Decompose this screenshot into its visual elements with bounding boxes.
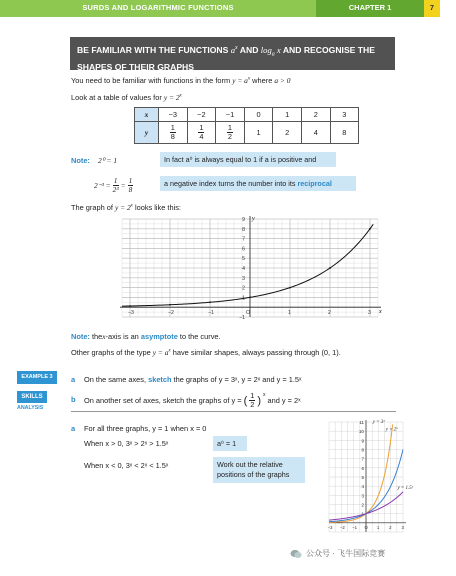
table-cell: 1 (244, 122, 273, 144)
frac-num: 1 (170, 123, 175, 132)
frac-num: 1 (199, 123, 204, 132)
x-axis-label: x (379, 309, 382, 316)
frac-den: 4 (199, 132, 204, 141)
table-row-x (135, 108, 359, 122)
y-tick-label: 4 (361, 484, 364, 490)
solution-line-3: When x < 0, 3ˣ < 2ˣ < 1.5ˣ (84, 461, 169, 470)
text: You need to be familiar with functions in the form (71, 76, 231, 85)
table-cell (216, 122, 245, 144)
x-tick-label: −3 (128, 310, 134, 317)
series-label: y = 2ˣ (385, 427, 398, 433)
y-tick-label: 9 (242, 217, 245, 223)
frac-num: 1 (113, 176, 118, 185)
heading-part: BE FAMILIAR WITH THE FUNCTIONS (77, 44, 229, 55)
data-point (209, 301, 211, 303)
y-tick-label: 4 (242, 266, 245, 272)
skills-tag: SKILLS (17, 391, 47, 403)
x-tick-label: 1 (288, 310, 291, 317)
asymptote-note (71, 332, 221, 341)
solution-line-1: For all three graphs, y = 1 when x = 0 (84, 424, 207, 433)
text: On another set of axes, sketch the graphs of y = (84, 396, 242, 405)
formula: y = 2 (114, 203, 131, 212)
table-head-y: y (135, 122, 159, 144)
formula: x (102, 332, 106, 341)
data-point (249, 297, 251, 299)
table-cell (187, 122, 216, 144)
solution-box-2: Work out the relative positions of the graphs (213, 457, 305, 483)
skills-subtag: ANALYSIS (17, 405, 44, 411)
table-cell: 2 (273, 122, 302, 144)
y-tick-label: 10 (358, 429, 364, 435)
y-tick-label: 5 (361, 475, 364, 480)
keyword-sketch: sketch (148, 375, 172, 384)
table-row-y (135, 122, 359, 144)
question-a (84, 375, 301, 384)
table-cell: 8 (330, 122, 359, 144)
table-cell: −2 (187, 108, 216, 122)
y-tick-label: 2 (242, 285, 245, 292)
x-tick-label: −3 (327, 524, 333, 530)
x-tick-label: −2 (168, 310, 174, 317)
data-point (369, 228, 371, 230)
data-point (289, 287, 291, 289)
other-graphs-note: Other graphs of the type $y = a^x$ have similar shapes, always passing through (0, 1). (71, 348, 341, 357)
intro-line-1: You need to be familiar with functions in the form $y = a^x$ where a > 0 (71, 76, 291, 85)
running-title: SURDS AND LOGARITHMIC FUNCTIONS (82, 3, 234, 12)
section-heading: BE FAMILIAR WITH THE FUNCTIONS $a^x$ AND $\log_a x$ AND RECOGNISE THE SHAPES OF THEIR GRAPHS (70, 37, 395, 70)
solution-a-letter: a (71, 424, 76, 433)
y-tick-label: 3 (242, 275, 245, 282)
note-equation-1: 2⁰ = 1 (98, 156, 118, 165)
x-tick-label: O (246, 310, 251, 317)
frac-den: 2³ (112, 185, 119, 194)
y-tick-label: 8 (361, 447, 364, 453)
page-number: 7 (429, 3, 435, 12)
note-equation-2 (94, 177, 133, 194)
x-tick-label: 3 (401, 524, 404, 530)
text: and y = 2ˣ (267, 396, 301, 405)
watermark (290, 548, 385, 559)
formula: a > 0 (274, 76, 291, 85)
y-tick-label: 9 (361, 438, 364, 444)
y-tick-label: 5 (242, 256, 245, 263)
frac-num: 1 (250, 391, 255, 400)
eq-part: 2⁻³ = (94, 181, 111, 190)
text: a negative index turns the number into its (164, 179, 296, 188)
data-point (169, 304, 171, 306)
frac-num: 1 (128, 176, 133, 185)
y-tick-label: 6 (242, 246, 245, 253)
example-tag: EXAMPLE 3 (17, 371, 57, 384)
intro-line-2: Look at a table of values for $y = 2^x$ (71, 93, 182, 102)
frac-den: 2 (227, 132, 233, 141)
y-tick-label: 3 (361, 493, 364, 499)
text: the (91, 332, 103, 341)
note-box-1: In fact a⁰ is always equal to 1 if a is positive and (160, 152, 336, 167)
y-tick-label: 6 (361, 465, 364, 471)
table-cell (159, 122, 188, 144)
exponential-graphs-comparison (325, 418, 414, 536)
x-tick-label: O (364, 524, 368, 530)
frac-num: 1 (227, 123, 233, 132)
y-tick-label: 7 (361, 456, 364, 462)
x-tick-label: −1 (352, 524, 358, 530)
note-label: Note: (71, 332, 90, 341)
table-cell: 4 (301, 122, 330, 144)
text: to the curve. (179, 332, 221, 341)
heading-part: AND RECOGNISE THE (282, 44, 375, 55)
heading-line-2: SHAPES OF THEIR GRAPHS (77, 61, 194, 72)
text: the graphs of y = 3ˣ, y = 2ˣ and y = 1.5ˣ (173, 375, 302, 384)
text: Other graphs of the type (71, 348, 151, 357)
series-label: y = 3ˣ (372, 419, 385, 425)
text: have similar shapes, always passing through (0, 1). (172, 348, 341, 357)
x-tick-label: 2 (328, 310, 331, 317)
heading-part: AND (239, 44, 259, 55)
question-b: On another set of axes, sketch the graphs of y = ( $\frac{1}{2}$ ) $^x$ and y = 2ˣ (84, 391, 301, 409)
frac-den: 8 (128, 185, 133, 194)
y-tick-label: 1 (242, 295, 245, 302)
table-cell: 3 (330, 108, 359, 122)
exponential-graph-2x (116, 213, 384, 323)
page-header (0, 0, 456, 17)
table-cell: −3 (159, 108, 188, 122)
y-tick-label: −1 (239, 315, 245, 321)
graph-intro: The graph of $y = 2^x$ looks like this: (71, 203, 181, 212)
data-point (329, 267, 331, 269)
values-table (134, 107, 359, 144)
keyword-asymptote: asymptote (140, 332, 178, 341)
watermark-text: 公众号 · 飞牛国际竞赛 (306, 549, 386, 558)
table-head-x: x (135, 108, 159, 122)
keyword-reciprocal: reciprocal (297, 179, 332, 188)
divider (71, 411, 396, 412)
frac-den: 2 (250, 400, 255, 409)
table-cell: 0 (244, 108, 273, 122)
note-box-2 (160, 176, 356, 191)
solution-box-1: a⁰ = 1 (213, 436, 247, 451)
formula: y = a (152, 348, 169, 357)
x-tick-label: 1 (376, 524, 380, 530)
text: Look at a table of values for (71, 93, 162, 102)
y-axis-label: y (252, 216, 255, 222)
text: -axis is an (105, 332, 139, 341)
y-tick-label: 1 (361, 511, 364, 517)
y-tick-label: 8 (242, 226, 245, 233)
solution-line-2: When x > 0, 3ˣ > 2ˣ > 1.5ˣ (84, 439, 169, 448)
text: where (252, 76, 273, 85)
text: The graph of (71, 203, 113, 212)
wechat-icon (290, 549, 302, 559)
text: On the same axes, (84, 375, 147, 384)
text: looks like this: (134, 203, 181, 212)
table-cell: 2 (301, 108, 330, 122)
x-tick-label: 2 (389, 524, 392, 530)
x-tick-label: 3 (368, 310, 371, 317)
formula: y = a (232, 76, 248, 85)
curve-y-2x (122, 224, 373, 306)
table-cell: 1 (273, 108, 302, 122)
y-tick-label: 7 (242, 236, 245, 243)
data-point (129, 305, 131, 307)
question-b-letter: b (71, 395, 76, 404)
x-tick-label: −2 (339, 524, 345, 530)
question-a-letter: a (71, 375, 76, 384)
y-tick-label: 11 (359, 420, 364, 425)
eq-part: = (120, 181, 126, 190)
note-label: Note: (71, 156, 90, 165)
table-cell: −1 (216, 108, 245, 122)
x-tick-label: −1 (208, 310, 214, 317)
chapter-label: CHAPTER 1 (348, 3, 392, 12)
frac-den: 8 (170, 132, 175, 141)
series-label: y = 1.5ˣ (397, 485, 414, 491)
y-tick-label: 2 (361, 502, 364, 508)
formula: y = 2 (163, 93, 180, 102)
